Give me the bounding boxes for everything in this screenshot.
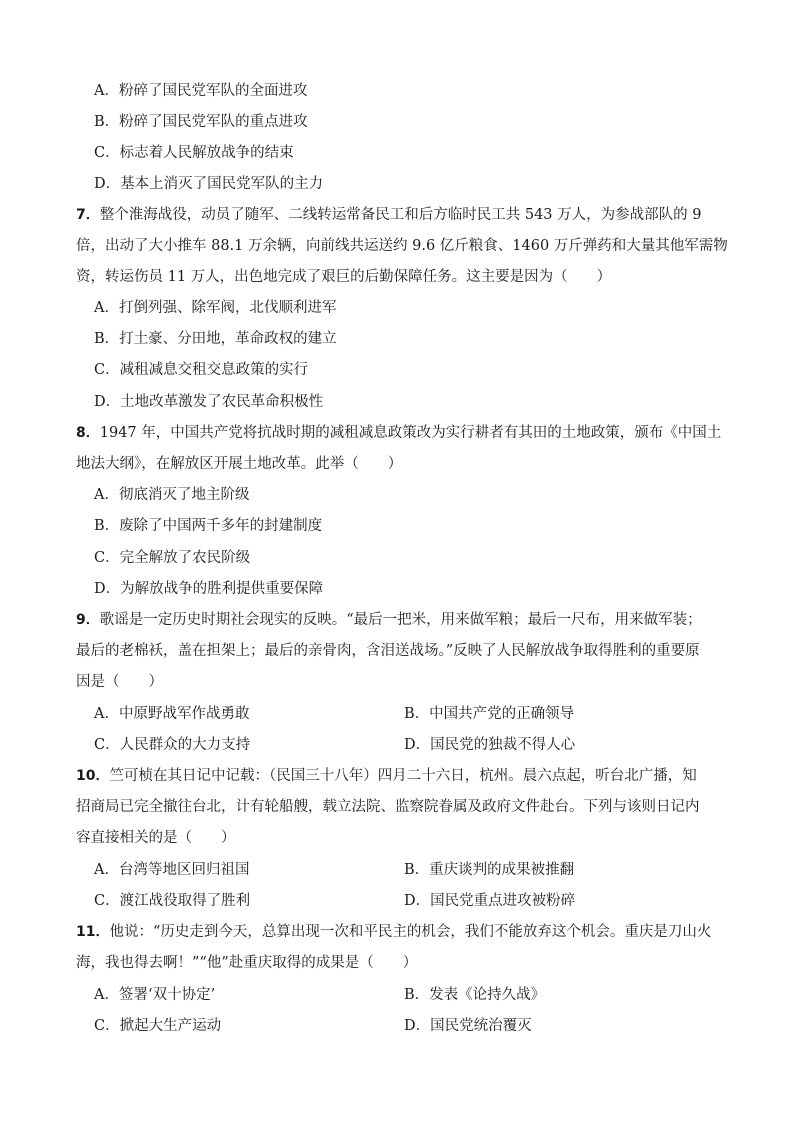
prev-option-a: A．粉碎了国民党军队的全面进攻: [94, 83, 308, 99]
question-11-option-b: B．发表《论持久战》: [404, 987, 546, 1003]
question-10-option-b: B．重庆谈判的成果被推翻: [404, 862, 575, 878]
question-10-line-3: 容直接相关的是（ ）: [76, 830, 236, 846]
question-7-line-3: 资，转运伤员 11 万人，出色地完成了艰巨的后勤保障任务。这主要是因为（ ）: [76, 269, 612, 285]
question-number: 8．: [76, 425, 100, 441]
prev-option-b: B．粉碎了国民党军队的重点进攻: [94, 114, 308, 130]
question-7-option-c: C．减租减息交租交息政策的实行: [94, 362, 309, 378]
question-text: 歌谣是一定历史时期社会现实的反映。“最后一把米，用来做军粮；最后一尺布，用来做军装；: [99, 612, 702, 628]
prev-option-d: D．基本上消灭了国民党军队的主力: [94, 176, 324, 192]
question-10-option-c: C．渡江战役取得了胜利: [94, 893, 251, 909]
question-9-option-c: C．人民群众的大力支持: [94, 737, 251, 753]
question-9-line-2: 最后的老棉袄，盖在担架上；最后的亲骨肉，含泪送战场。”反映了人民解放战争取得胜利的重要原: [76, 643, 700, 659]
question-8-option-d: D．为解放战争的胜利提供重要保障: [94, 581, 324, 597]
question-11-line-1: [76, 922, 711, 942]
question-7-line-1: [76, 205, 701, 225]
question-8-option-a: A．彻底消灭了地主阶级: [94, 487, 250, 503]
question-8-line-1: [76, 423, 721, 443]
question-9-line-3: 因是（ ）: [76, 674, 163, 690]
question-7-option-d: D．土地改革激发了农民革命积极性: [94, 394, 324, 410]
question-7-option-a: A．打倒列强、除军阀，北伐顺利进军: [94, 300, 337, 316]
prev-option-c: C．标志着人民解放战争的结束: [94, 145, 294, 161]
question-text: 他说：“历史走到今天，总算出现一次和平民主的机会，我们不能放弃这个机会。重庆是刀山火: [109, 924, 712, 940]
question-11-option-c: C．掀起大生产运动: [94, 1018, 222, 1034]
question-8-line-2: 地法大纲》，在解放区开展土地改革。此举（ ）: [76, 456, 403, 472]
question-10-option-a: A．台湾等地区回归祖国: [94, 862, 250, 878]
question-9-option-d: D．国民党的独裁不得人心: [404, 737, 576, 753]
question-text: 竺可桢在其日记中记载：（民国三十八年）四月二十六日，杭州。晨六点起，听台北广播，知: [109, 768, 697, 784]
question-number: 10．: [76, 768, 110, 784]
question-text: 整个淮海战役，动员了随军、二线转运常备民工和后方临时民工共 543 万人，为参战部队的 9: [99, 207, 702, 223]
question-9-option-b: B．中国共产党的正确领导: [404, 706, 575, 722]
question-10-line-2: 招商局已完全撤往台北，计有轮船艘，载立法院、监察院眷属及政府文件赴台。下列与该则日记内: [76, 799, 700, 815]
question-8-option-b: B．废除了中国两千多年的封建制度: [94, 518, 323, 534]
question-7-option-b: B．打土豪、分田地，革命政权的建立: [94, 331, 337, 347]
question-number: 9．: [76, 612, 100, 628]
question-9-line-1: [76, 610, 702, 630]
question-10-option-d: D．国民党重点进攻被粉碎: [404, 893, 576, 909]
question-9-option-a: A．中原野战军作战勇敢: [94, 706, 250, 722]
question-10-line-1: [76, 766, 697, 786]
question-number: 7．: [76, 207, 100, 223]
question-11-option-d: D．国民党统治覆灭: [404, 1018, 532, 1034]
question-11-line-2: 海，我也得去啊！”“他”赴重庆取得的成果是（ ）: [76, 955, 418, 971]
question-8-option-c: C．完全解放了农民阶级: [94, 550, 251, 566]
question-number: 11．: [76, 924, 110, 940]
question-text: 1947 年，中国共产党将抗战时期的减租减息政策改为实行耕者有其田的土地政策，颁布《中国土: [99, 425, 722, 441]
question-7-line-2: 倍，出动了大小推车 88.1 万余辆，向前线共运送约 9.6 亿斤粮食、1460 万斤弹药和大量其他军需物: [76, 238, 728, 254]
question-11-option-a: A．签署‘双十协定’: [94, 987, 216, 1003]
